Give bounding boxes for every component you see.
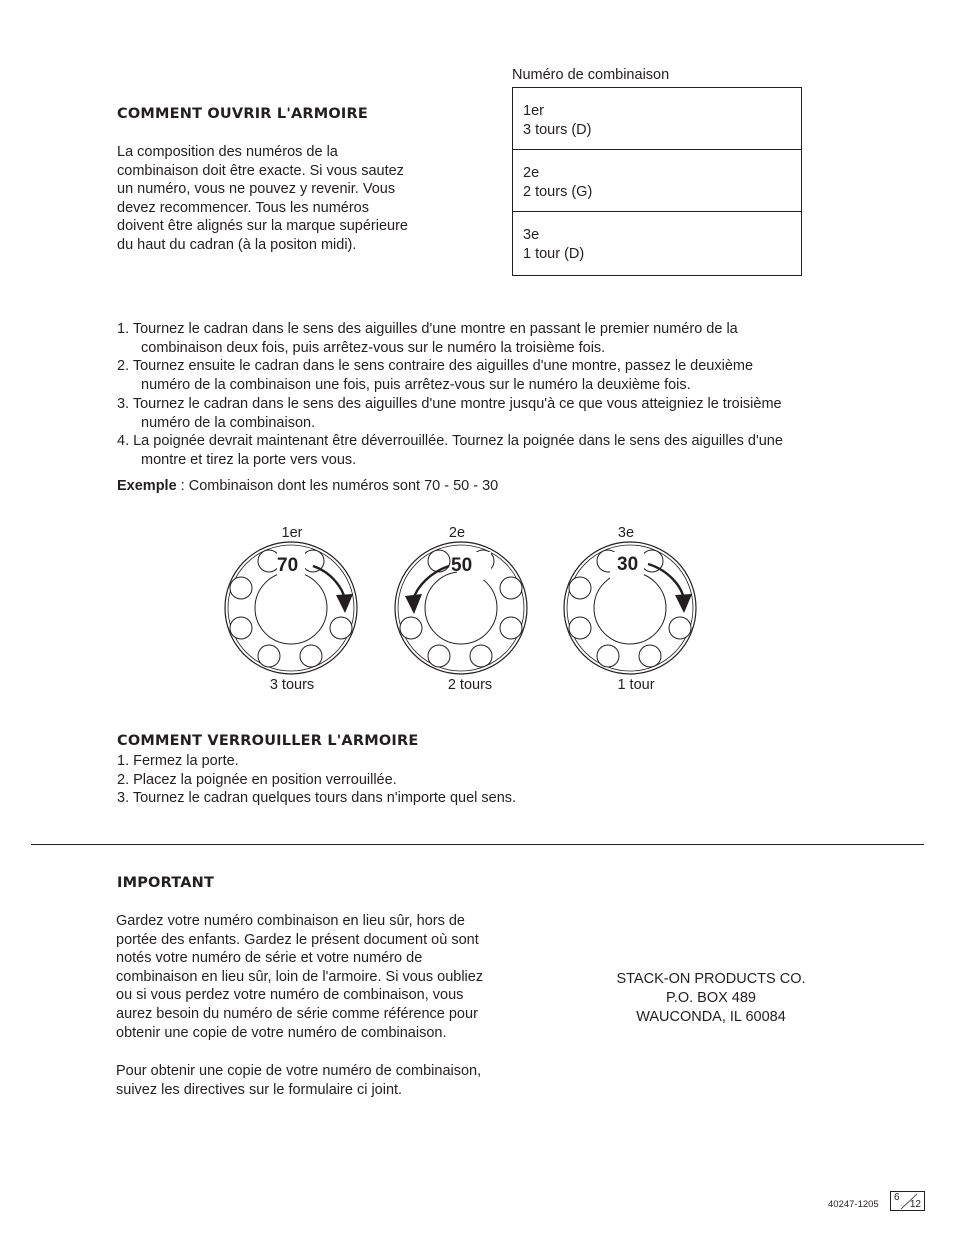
- important-paragraph-2: [116, 1062, 536, 1099]
- section-divider: [31, 844, 924, 845]
- intro-line: devez recommencer. Tous les numéros: [117, 199, 369, 216]
- step-first-line: 2. Tournez ensuite le cadran dans le sens contraire des aiguilles d'une montre, passez le deuxième: [117, 358, 754, 375]
- page-number: 6: [894, 1192, 900, 1203]
- intro-line: un numéro, vous ne pouvez y revenir. Vous: [117, 181, 396, 198]
- step-first-line: 4. La poignée devrait maintenant être déverrouillée. Tournez la poignée dans le sens des aiguilles d'une: [117, 433, 783, 450]
- combination-row: [513, 212, 801, 275]
- important-heading: IMPORTANT: [117, 875, 215, 891]
- document-number: 40247-1205: [828, 1199, 879, 1210]
- combination-ordinal: 2e: [523, 165, 540, 181]
- combination-turns: 3 tours (D): [523, 122, 592, 138]
- intro-line: doivent être alignés sur la marque supérieure: [117, 218, 408, 235]
- dial-2-ordinal: 2e: [448, 525, 466, 541]
- intro-line: La composition des numéros de la: [117, 144, 338, 160]
- important-line: suivez les directives sur le formulaire ci joint.: [116, 1081, 403, 1098]
- step-first-line: 3. Tournez le cadran dans le sens des aiguilles d'une montre jusqu'à ce que vous atteigniez le troisième: [117, 395, 782, 412]
- open-intro: [117, 143, 447, 255]
- important-paragraph-1: [116, 912, 536, 1042]
- address-line: WAUCONDA, IL 60084: [636, 1009, 786, 1025]
- dial-1-ordinal: 1er: [281, 525, 303, 541]
- intro-line: combinaison doit être exacte. Si vous sautez: [117, 162, 404, 179]
- combination-table: [512, 87, 802, 276]
- address-line: P.O. BOX 489: [665, 990, 756, 1006]
- combination-ordinal: 1er: [523, 103, 544, 119]
- dial-3-ordinal: 3e: [617, 525, 635, 541]
- dial-1-number: 70: [277, 555, 299, 576]
- combination-row: [513, 150, 801, 212]
- important-line: Pour obtenir une copie de votre numéro de combinaison,: [116, 1063, 482, 1079]
- step-continuation: numéro de la combinaison une fois, puis arrêtez-vous sur le numéro la deuxième fois.: [141, 377, 691, 394]
- lock-step: 1. Fermez la porte.: [117, 753, 239, 769]
- important-line: aurez besoin du numéro de série comme référence pour: [116, 1005, 478, 1022]
- step-item: [117, 432, 847, 469]
- opening-steps: [117, 320, 847, 470]
- example-line: [117, 478, 498, 494]
- step-continuation: combinaison deux fois, puis arrêtez-vous sur le numéro la troisième fois.: [141, 339, 606, 356]
- company-address: [590, 970, 832, 1027]
- dial-3-number: 30: [617, 554, 639, 575]
- lock-step: 2. Placez la poignée en position verrouillée.: [117, 771, 397, 788]
- combination-row: [513, 88, 801, 150]
- page-total: 12: [909, 1199, 921, 1210]
- intro-line: du haut du cadran (à la positon midi).: [117, 236, 357, 253]
- step-continuation: montre et tirez la porte vers vous.: [141, 451, 357, 468]
- combination-ordinal: 3e: [523, 227, 540, 243]
- dial-3-turns: 1 tour: [617, 677, 655, 693]
- combination-turns: 1 tour (D): [523, 246, 585, 262]
- lock-step: 3. Tournez le cadran quelques tours dans n'importe quel sens.: [117, 790, 517, 807]
- address-line: STACK-ON PRODUCTS CO.: [616, 971, 806, 987]
- step-item: [117, 357, 847, 394]
- step-item: [117, 395, 847, 432]
- step-first-line: 1. Tournez le cadran dans le sens des aiguilles d'une montre en passant le premier numéro de la: [117, 321, 738, 337]
- important-line: ou si vous perdez votre numéro de combinaison, vous: [116, 987, 464, 1004]
- combination-turns: 2 tours (G): [523, 184, 593, 200]
- important-line: notés votre numéro de série et votre numéro de: [116, 950, 423, 967]
- step-item: [117, 320, 847, 357]
- important-line: Gardez votre numéro combinaison en lieu sûr, hors de: [116, 913, 465, 929]
- page-indicator: [890, 1191, 925, 1211]
- dial-2-turns: 2 tours: [447, 677, 493, 693]
- open-heading: COMMENT OUVRIR L'ARMOIRE: [117, 106, 368, 122]
- dial-2-number: 50: [451, 555, 473, 576]
- example-label: Exemple: [117, 478, 177, 494]
- step-continuation: numéro de la combinaison.: [141, 414, 316, 431]
- important-line: obtenir une copie de votre numéro de combinaison.: [116, 1024, 447, 1041]
- important-line: combinaison en lieu sûr, loin de l'armoire. Si vous oubliez: [116, 968, 484, 985]
- lock-heading: COMMENT VERROUILLER L'ARMOIRE: [117, 733, 419, 749]
- lock-steps: [117, 752, 516, 808]
- combination-label: Numéro de combinaison: [512, 67, 670, 83]
- dial-1-turns: 3 tours: [269, 677, 315, 693]
- example-text: : Combinaison dont les numéros sont 70 - 50 - 30: [176, 478, 499, 494]
- important-line: portée des enfants. Gardez le présent document où sont: [116, 931, 479, 948]
